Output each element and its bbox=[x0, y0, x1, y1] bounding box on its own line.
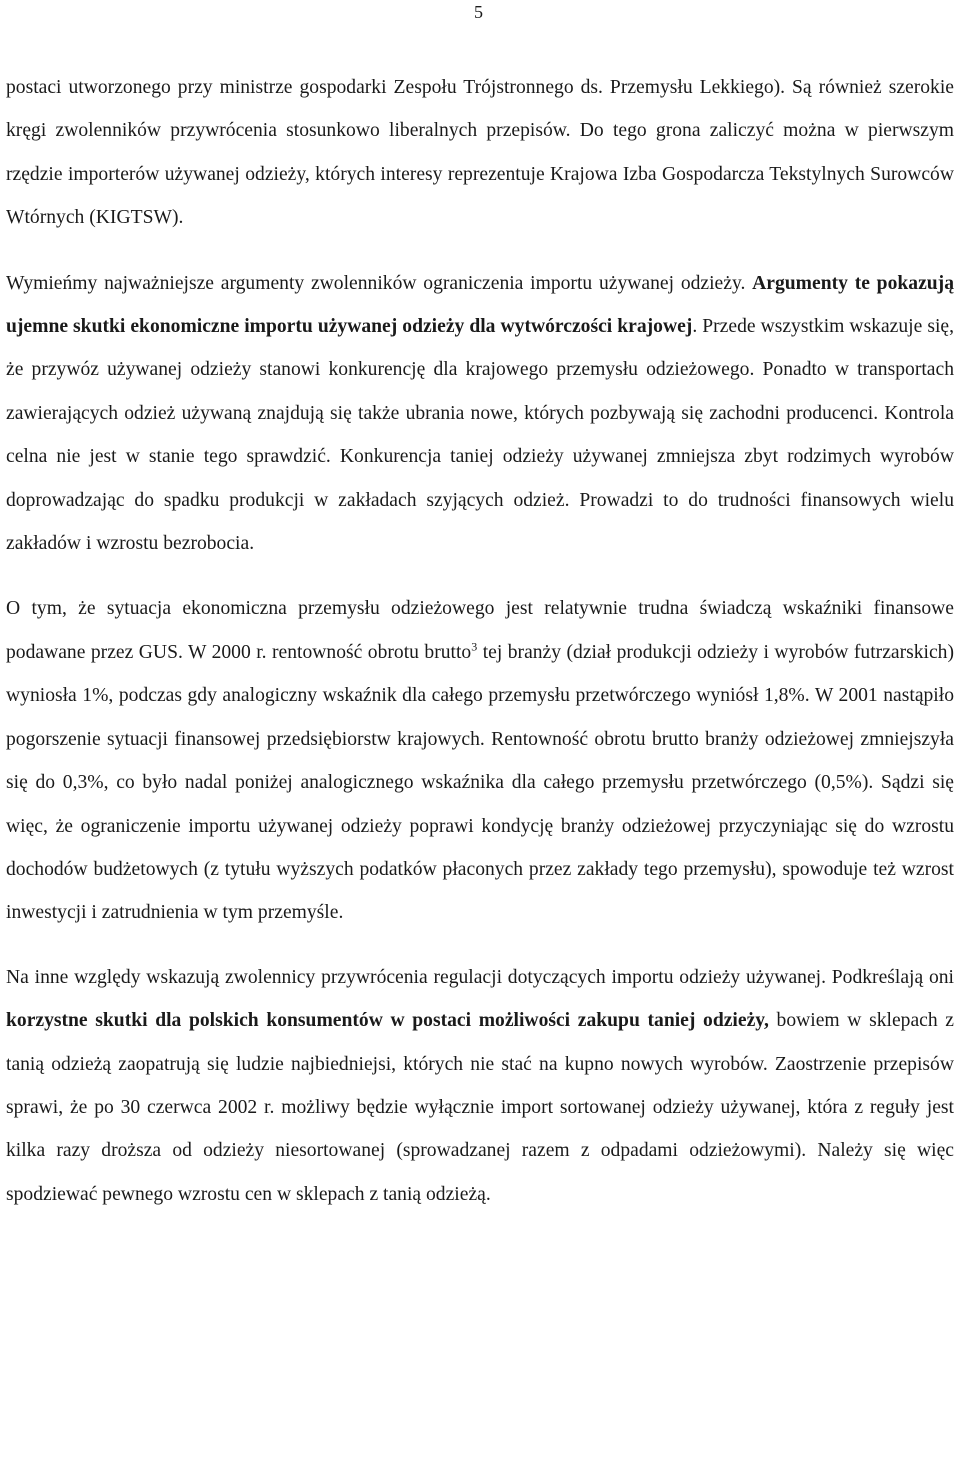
paragraph-text: bowiem w sklepach z tanią odzieżą zaopatrują się ludzie najbiedniejsi, których nie stać na kupno nowych wyrobów. Zaostrzenie przepisów sprawi, że po 30 czerwca 2002 r. możliwy będzie wyłącznie import sortowanej odzieży używanej, która z reguły jest kilka razy droższa od odzieży niesortowanej (sprowadzanej razem z odpadami odzieżowymi). Należy się więc spodziewać pewnego wzrostu cen w sklepach z tanią odzieżą. bbox=[6, 1010, 955, 1205]
paragraph bbox=[6, 956, 954, 1216]
paragraph-spacer bbox=[6, 240, 954, 262]
bold-emphasis-text: Argumenty te pokazują ujemne skutki ekonomiczne importu używanej odzieży dla wytwórczości krajowej bbox=[6, 272, 954, 338]
paragraph-text: . Przede wszystkim wskazuje się, że przywóz używanej odzieży stanowi konkurencję dla krajowego przemysłu odzieżowego. Ponadto w transportach zawierających odzież używaną znajdują się także ubrania nowe, których pozbywają się zachodni producenci. Kontrola celna nie jest w stanie tego sprawdzić. Konkurencja taniej odzieży używanej zmniejsza zbyt rodzimych wyrobów doprowadzając do spadku produkcji w zakładach szyjących odzież. Prowadzi to do trudności finansowych wielu zakładów i wzrostu bezrobocia. bbox=[6, 316, 955, 555]
paragraph bbox=[6, 262, 954, 566]
paragraph-text: postaci utworzonego przy ministrze gospodarki Zespołu Trójstronnego ds. Przemysłu Lekkiego). Są również szerokie kręgi zwolenników przywrócenia stosunkowo liberalnych przepisów. Do tego grona zaliczyć można w pierwszym rzędzie importerów używanej odzieży, których interesy reprezentuje Krajowa Izba Gospodarcza Tekstylnych Surowców Wtórnych (KIGTSW). bbox=[6, 77, 954, 229]
paragraph-text: O tym, że sytuacja ekonomiczna przemysłu odzieżowego jest relatywnie trudna świadczą wskaźniki finansowe podawane przez GUS. W 2000 r. rentowność obrotu brutto bbox=[6, 598, 954, 663]
document-body bbox=[6, 66, 954, 1216]
paragraph-text: Na inne względy wskazują zwolennicy przywrócenia regulacji dotyczących importu odzieży używanej. Podkreślają oni bbox=[6, 966, 954, 988]
paragraph-spacer bbox=[6, 565, 954, 587]
paragraph-spacer bbox=[6, 935, 954, 956]
footnote-reference: 3 bbox=[471, 639, 478, 654]
paragraph bbox=[6, 587, 954, 934]
paragraph-text: Wymieńmy najważniejsze argumenty zwolenników ograniczenia importu używanej odzieży. bbox=[6, 272, 753, 294]
paragraph bbox=[6, 66, 954, 240]
page-number: 5 bbox=[474, 2, 483, 22]
paragraph-text: tej branży (dział produkcji odzieży i wyrobów futrzarskich) wyniosła 1%, podczas gdy analogiczny wskaźnik dla całego przemysłu przetwórczego wyniósł 1,8%. W 2001 nastąpiło pogorszenie sytuacji finansowej przedsiębiorstw krajowych. Rentowność obrotu brutto branży odzieżowej zmniejszyła się do 0,3%, co było nadal poniżej analogicznego wskaźnika dla całego przemysłu przetwórczego (0,5%). Sądzi się więc, że ograniczenie importu używanej odzieży poprawi kondycję branży odzieżowej przyczyniając się do wzrostu dochodów budżetowych (z tytułu wyższych podatków płaconych przez zakłady tego przemysłu), spowoduje też wzrost inwestycji i zatrudnienia w tym przemyśle. bbox=[6, 641, 954, 924]
bold-emphasis-text: korzystne skutki dla polskich konsumentów w postaci możliwości zakupu taniej odzieży, bbox=[6, 1010, 769, 1032]
